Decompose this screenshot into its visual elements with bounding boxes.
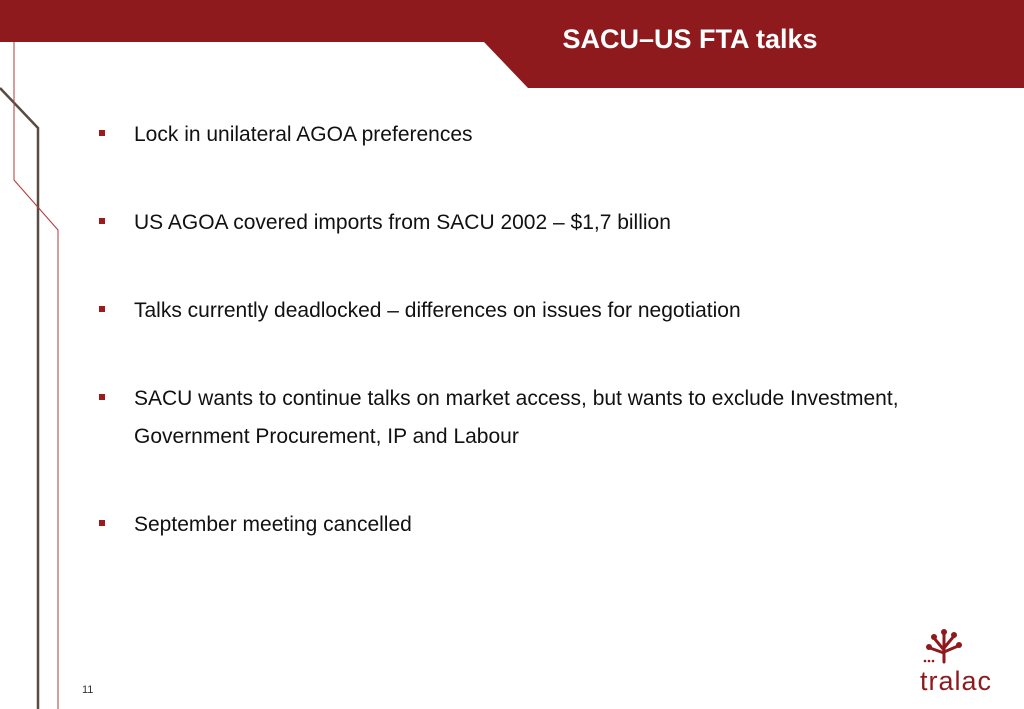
bullet-text: September meeting cancelled [134, 513, 412, 536]
bullet-item [94, 380, 954, 456]
square-bullet-icon [99, 130, 105, 136]
left-border-line-inner [14, 42, 58, 709]
left-border-line-outer [0, 88, 38, 709]
bullet-item [94, 204, 954, 242]
square-bullet-icon [99, 394, 105, 400]
bullet-item [94, 506, 954, 544]
bullet-item [94, 116, 954, 154]
bullet-text: Talks currently deadlocked – differences on issues for negotiation [134, 299, 741, 322]
slide-title: SACU–US FTA talks [562, 24, 818, 54]
logo-text: tralac [920, 666, 993, 696]
square-bullet-icon [99, 218, 105, 224]
bullet-list [94, 116, 954, 594]
header-band [0, 0, 1024, 88]
bullet-item [94, 292, 954, 330]
bullet-text: SACU wants to continue talks on market access, but wants to exclude Investment, Government Procurement, IP and Labour [134, 387, 899, 448]
square-bullet-icon [99, 306, 105, 312]
page-number: 11 [82, 684, 94, 696]
bullet-text: Lock in unilateral AGOA preferences [134, 123, 473, 146]
square-bullet-icon [99, 520, 105, 526]
bullet-text: US AGOA covered imports from SACU 2002 – $1,7 billion [134, 211, 671, 234]
